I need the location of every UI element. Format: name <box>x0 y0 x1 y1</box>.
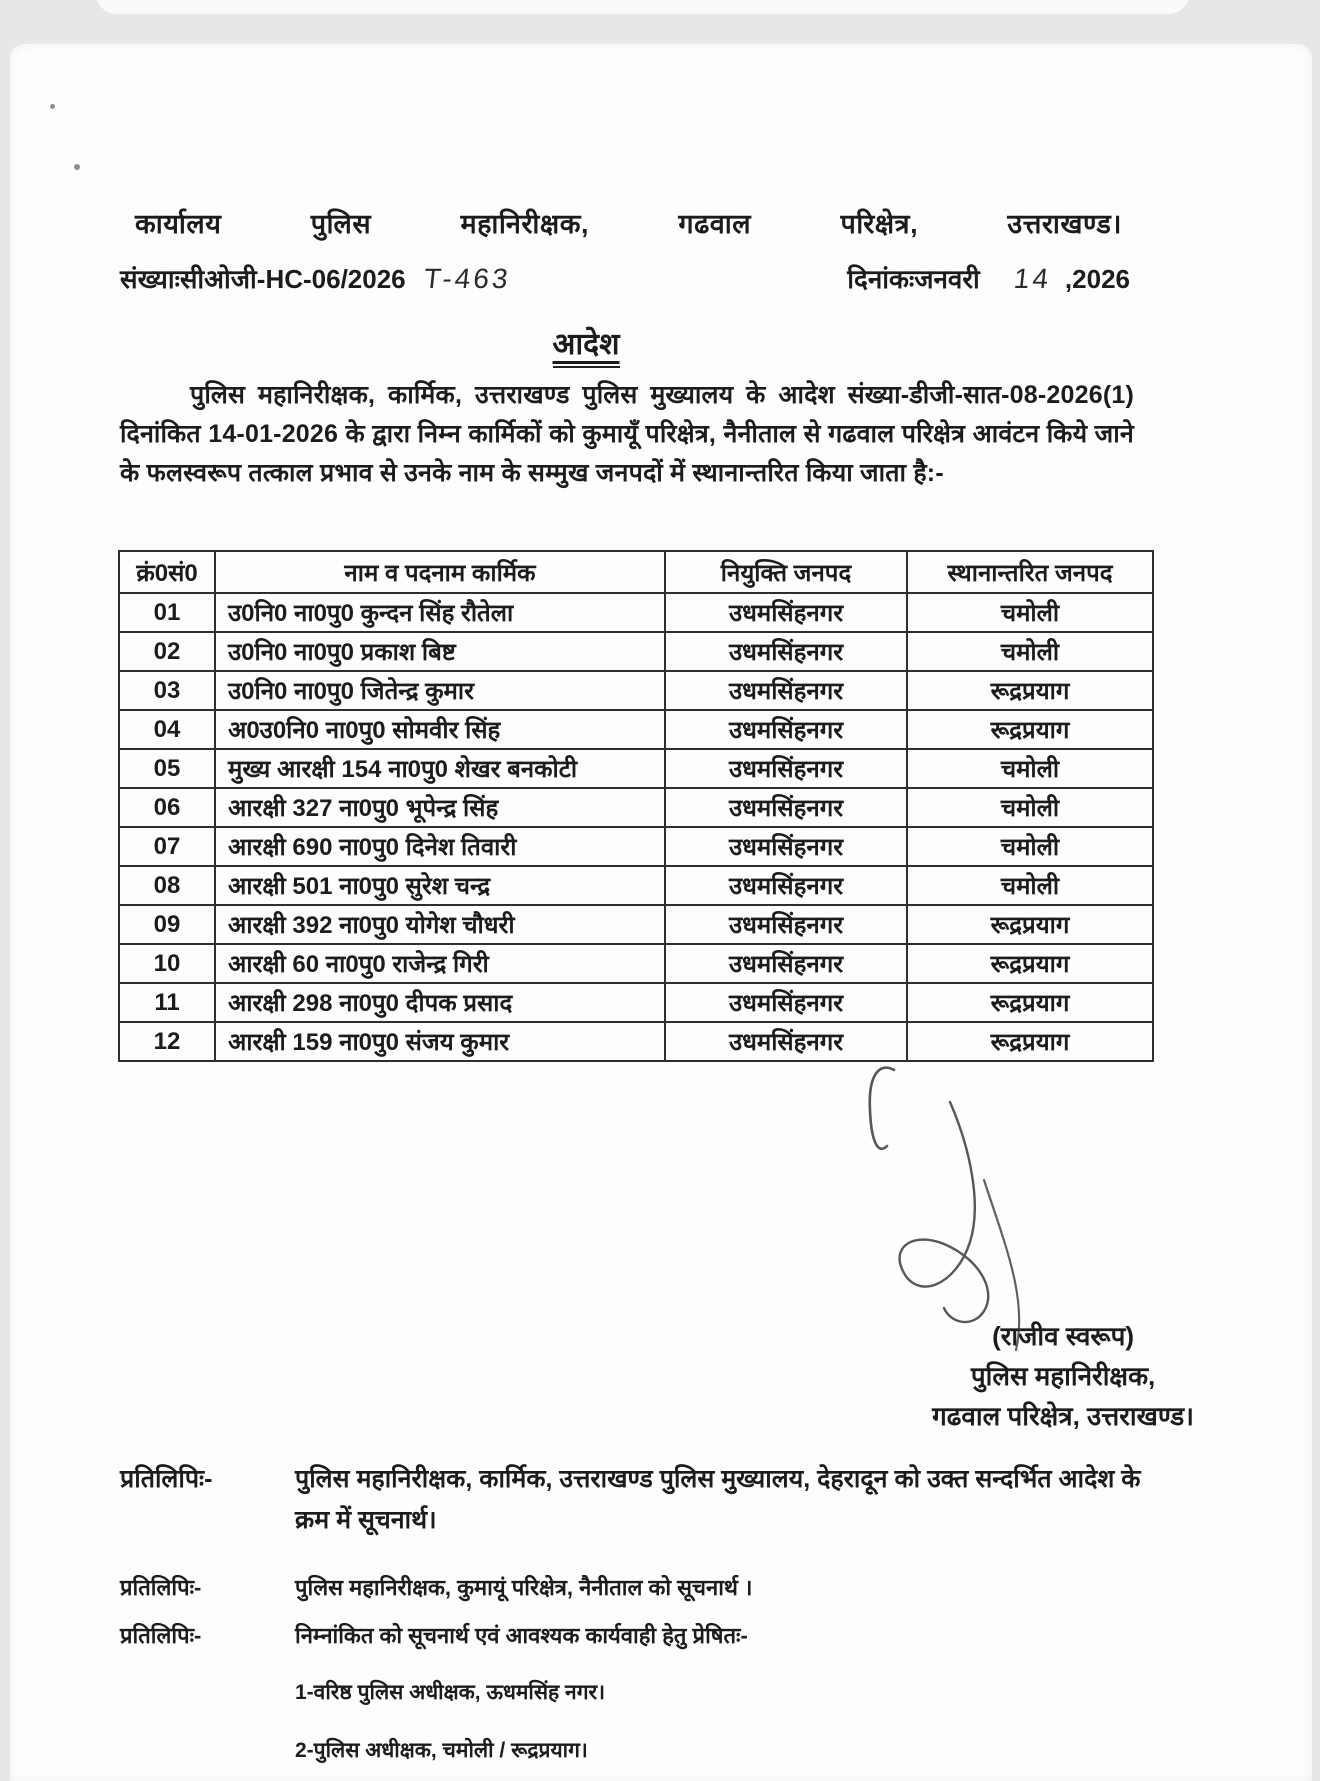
scan-speck <box>50 104 55 109</box>
table-cell: उधमसिंहनगर <box>665 788 907 827</box>
table-cell: रूद्रप्रयाग <box>907 1022 1153 1061</box>
table-cell: उधमसिंहनगर <box>665 944 907 983</box>
table-header-cell: स्थानान्तरित जनपद <box>907 551 1153 593</box>
table-cell: 07 <box>119 827 215 866</box>
reference-number-printed: संख्याःसीओजी-HC-06/2026 <box>120 264 406 294</box>
table-cell: उधमसिंहनगर <box>665 632 907 671</box>
table-cell: रूद्रप्रयाग <box>907 983 1153 1022</box>
table-row <box>119 827 1153 866</box>
letterhead-word: परिक्षेत्र, <box>840 209 919 239</box>
table-row <box>119 866 1153 905</box>
table-cell: उधमसिंहनगर <box>665 827 907 866</box>
reference-row <box>120 260 1130 296</box>
letterhead-word: पुलिस <box>310 209 372 239</box>
table-cell: चमोली <box>907 866 1153 905</box>
table-cell: आरक्षी 327 ना0पु0 भूपेन्द्र सिंह <box>215 788 665 827</box>
order-title: आदेश <box>553 322 620 368</box>
copy-text: पुलिस महानिरीक्षक, कुमायूं परिक्षेत्र, नैनीताल को सूचनार्थ । <box>295 1575 753 1600</box>
scan-speck <box>74 164 80 170</box>
table-cell: रूद्रप्रयाग <box>907 905 1153 944</box>
table-row <box>119 983 1153 1022</box>
table-cell: 10 <box>119 944 215 983</box>
letterhead-word: महानिरीक्षक, <box>460 209 590 239</box>
table-cell: चमोली <box>907 827 1153 866</box>
copy-line <box>120 1573 1180 1603</box>
copy-label: प्रतिलिपिः- <box>120 1465 213 1493</box>
copy-line <box>120 1621 1180 1651</box>
table-row <box>119 1022 1153 1061</box>
document-page <box>10 44 1312 1781</box>
table-cell: 09 <box>119 905 215 944</box>
letterhead-word: कार्यालय <box>135 209 222 239</box>
date-year: ,2026 <box>1064 264 1130 294</box>
reference-number-handwritten: T-463 <box>422 263 512 294</box>
table-cell: 03 <box>119 671 215 710</box>
table-cell: चमोली <box>907 593 1153 632</box>
order-title-wrap <box>10 322 1162 368</box>
letterhead-office-line <box>135 204 1122 241</box>
table-cell: 01 <box>119 593 215 632</box>
recipient-line: 2-पुलिस अधीक्षक, चमोली / रूद्रप्रयाग। <box>295 1739 588 1762</box>
table-header-cell: क्रं0सं0 <box>119 551 215 593</box>
table-cell: उधमसिंहनगर <box>665 866 907 905</box>
signatory-designation: पुलिस महानिरीक्षक, <box>970 1361 1156 1391</box>
table-cell: 12 <box>119 1022 215 1061</box>
copy-label: प्रतिलिपिः- <box>120 1623 202 1648</box>
letterhead-word: गढवाल <box>678 209 752 239</box>
transfer-table <box>118 550 1154 1062</box>
table-header-cell: नियुक्ति जनपद <box>665 551 907 593</box>
signatory-name: (राजीव स्वरूप) <box>992 1321 1135 1351</box>
copies-section <box>120 1459 1180 1651</box>
table-cell: 06 <box>119 788 215 827</box>
table-row <box>119 593 1153 632</box>
copy-line <box>120 1459 1180 1541</box>
table-cell: 05 <box>119 749 215 788</box>
table-cell: 08 <box>119 866 215 905</box>
table-header-cell: नाम व पदनाम कार्मिक <box>215 551 665 593</box>
recipients-section <box>295 1678 605 1781</box>
table-cell: उ0नि0 ना0पु0 जितेन्द्र कुमार <box>215 671 665 710</box>
table-cell: 11 <box>119 983 215 1022</box>
copy-text: पुलिस महानिरीक्षक, कार्मिक, उत्तराखण्ड पुलिस मुख्यालय, देहरादून को उक्त सन्दर्भित आदेश के क्रम में सूचनार्थ। <box>295 1465 1141 1534</box>
recipient-line: 1-वरिष्ठ पुलिस अधीक्षक, ऊधमसिंह नगर। <box>295 1681 606 1704</box>
signatory-block <box>932 1316 1194 1436</box>
table-row <box>119 788 1153 827</box>
table-cell: आरक्षी 501 ना0पु0 सुरेश चन्द्र <box>215 866 665 905</box>
copy-label: प्रतिलिपिः- <box>120 1575 202 1600</box>
letterhead-word: उत्तराखण्ड। <box>1007 209 1122 239</box>
table-cell: उ0नि0 ना0पु0 कुन्दन सिंह रौतेला <box>215 593 665 632</box>
table-cell: 04 <box>119 710 215 749</box>
table-cell: रूद्रप्रयाग <box>907 944 1153 983</box>
table-header-row <box>119 551 1153 593</box>
table-cell: आरक्षी 298 ना0पु0 दीपक प्रसाद <box>215 983 665 1022</box>
table-cell: मुख्य आरक्षी 154 ना0पु0 शेखर बनकोटी <box>215 749 665 788</box>
table-row <box>119 710 1153 749</box>
table-cell: अ0उ0नि0 ना0पु0 सोमवीर सिंह <box>215 710 665 749</box>
table-cell: उधमसिंहनगर <box>665 983 907 1022</box>
table-row <box>119 632 1153 671</box>
table-cell: उ0नि0 ना0पु0 प्रकाश बिष्ट <box>215 632 665 671</box>
table-cell: उधमसिंहनगर <box>665 593 907 632</box>
background-card-edge <box>95 0 1190 14</box>
table-cell: उधमसिंहनगर <box>665 1022 907 1061</box>
table-cell: आरक्षी 392 ना0पु0 योगेश चौधरी <box>215 905 665 944</box>
copy-text: निम्नांकित को सूचनार्थ एवं आवश्यक कार्यवाही हेतु प्रेषितः- <box>295 1623 748 1648</box>
table-row <box>119 944 1153 983</box>
table-cell: उधमसिंहनगर <box>665 749 907 788</box>
signatory-region: गढवाल परिक्षेत्र, उत्तराखण्ड। <box>932 1401 1194 1431</box>
table-row <box>119 905 1153 944</box>
table-cell: 02 <box>119 632 215 671</box>
table-cell: चमोली <box>907 749 1153 788</box>
date-line <box>847 260 1130 296</box>
table-cell: रूद्रप्रयाग <box>907 671 1153 710</box>
table-cell: उधमसिंहनगर <box>665 710 907 749</box>
table-cell: आरक्षी 690 ना0पु0 दिनेश तिवारी <box>215 827 665 866</box>
table-row <box>119 671 1153 710</box>
table-cell: आरक्षी 159 ना0पु0 संजय कुमार <box>215 1022 665 1061</box>
table-cell: आरक्षी 60 ना0पु0 राजेन्द्र गिरी <box>215 944 665 983</box>
table-cell: चमोली <box>907 788 1153 827</box>
order-body-paragraph: पुलिस महानिरीक्षक, कार्मिक, उत्तराखण्ड पुलिस मुख्यालय के आदेश संख्या-डीजी-सात-08-2026(1) दिनांकित 14-01-2026 के द्वारा निम्न कार्मिकों को कुमायूँ परिक्षेत्र, नैनीताल से गढवाल परिक्षेत्र आवंटन किये जाने के फलस्वरूप तत्काल प्रभाव से उनके नाम के सम्मुख जनपदों में स्थानान्तरित किया जाता है:- <box>120 381 1134 487</box>
table-row <box>119 749 1153 788</box>
table-cell: उधमसिंहनगर <box>665 671 907 710</box>
table-cell: उधमसिंहनगर <box>665 905 907 944</box>
date-day-handwritten: 14 <box>1012 263 1053 294</box>
date-label: दिनांकःजनवरी <box>847 264 980 294</box>
reference-number <box>120 260 510 296</box>
table-cell: चमोली <box>907 632 1153 671</box>
table-cell: रूद्रप्रयाग <box>907 710 1153 749</box>
